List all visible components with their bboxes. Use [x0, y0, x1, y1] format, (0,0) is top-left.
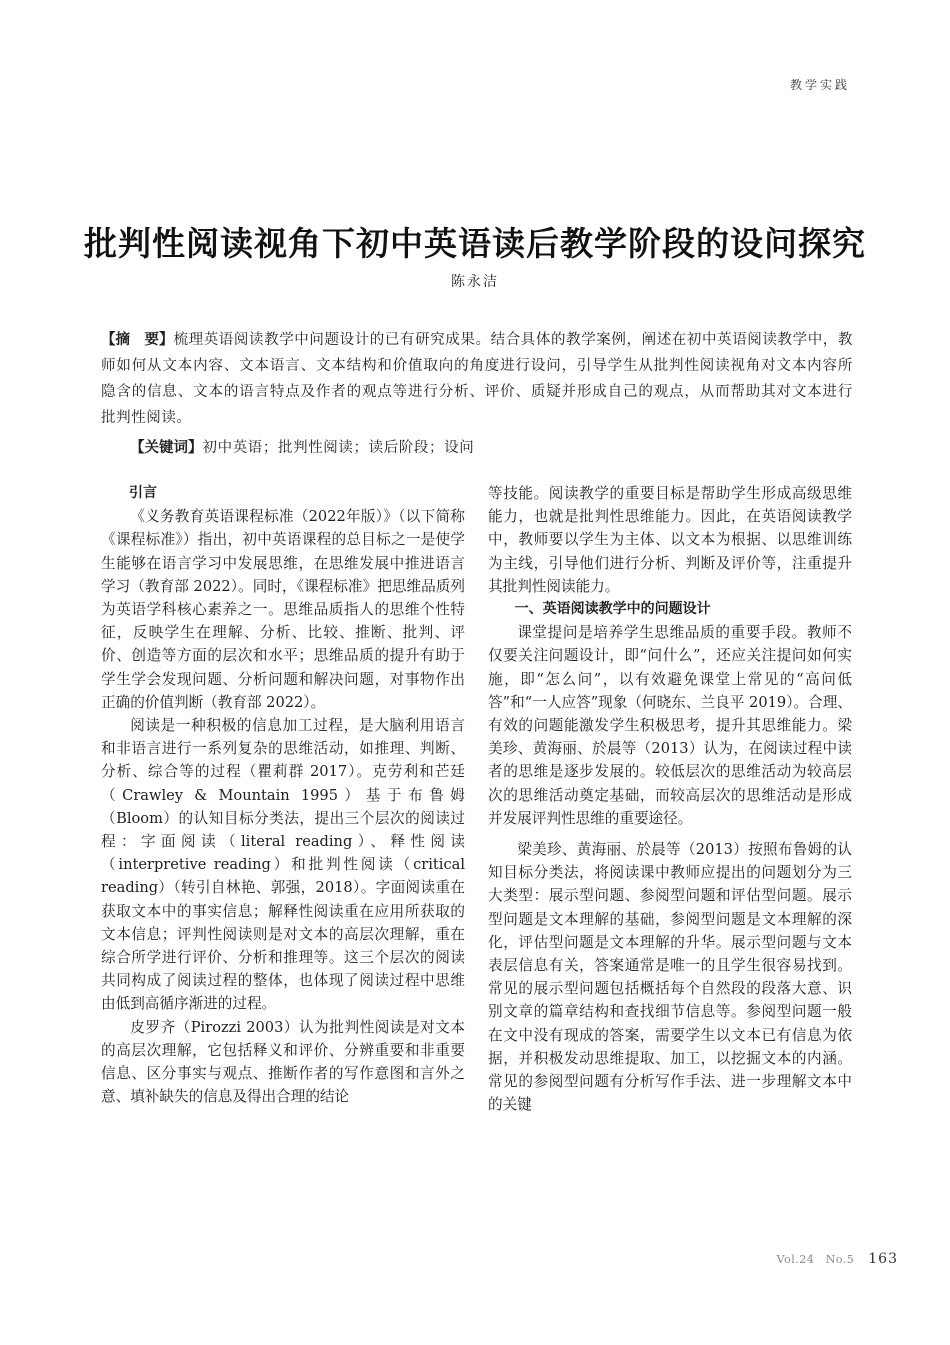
section-heading-intro: 引言	[129, 485, 157, 501]
paragraph: 《义务教育英语课程标准（2022年版）》（以下简称《课程标准》）指出，初中英语课程的总目标之一是使学生能够在语言学习中发展思维，在思维发展中推进语言学习（教育部 2022）。同时，《课程标准》把思维品质列为英语学科核心素养之一。思维品质指人的思维个性特征，反映学生在理解、分析、比较、推断、批判、评价、创造等方面的层次和水平；思维品质的提升有助于学生学会发现问题、分析问题和解决问题，对事物作出正确的价值判断（教育部 2022）。	[101, 508, 465, 711]
paragraph-continued: 等技能。阅读教学的重要目标是帮助学生形成高级思维能力，也就是批判性思维能力。因此，在英语阅读教学中，教师要以学生为主体、以文本为根据、以思维训练为主线，引导他们进行分析、判断及评价等，注重提升其批判性阅读能力。	[488, 485, 852, 595]
paragraph: 阅读是一种积极的信息加工过程，是大脑利用语言和非语言进行一系列复杂的思维活动，如推理、判断、分析、综合等的过程（瞿莉群 2017）。克劳利和芒廷（Crawley & Mountain 1995）基于布鲁姆（Bloom）的认知目标分类法，提出三个层次的阅读过程：字面阅读（literal reading）、释性阅读（interpretive reading）和批判性阅读（critical reading）（转引自林艳、郭强，2018）。字面阅读重在获取文本中的事实信息；解释性阅读重在应用所获取的文本信息；评判性阅读则是对文本的高层次理解，重在综合所学进行评价、分析和推理等。这三个层次的阅读共同构成了阅读过程的整体，也体现了阅读过程中思维由低到高循序渐进的过程。	[101, 717, 465, 1013]
abstract-text: 梳理英语阅读教学中问题设计的已有研究成果。结合具体的教学案例，阐述在初中英语阅读教学中，教师如何从文本内容、文本语言、文本结构和价值取向的角度进行设问，引导学生从批判性阅读视角对文本内容所隐含的信息、文本的语言特点及作者的观点等进行分析、评价、质疑并形成自己的观点，从而帮助其对文本进行批判性阅读。	[101, 332, 853, 426]
keywords	[130, 436, 850, 460]
paragraph: 皮罗齐（Pirozzi 2003）认为批判性阅读是对文本的高层次理解，它包括释义和评价、分辨重要和非重要信息、区分事实与观点、推断作者的写作意图和言外之意、填补缺失的信息及得出合理的结论	[101, 1018, 465, 1106]
section-label: 教学实践	[789, 78, 850, 92]
abstract-label: 【摘 要】	[101, 332, 174, 348]
page-number: 163	[868, 1251, 898, 1267]
paragraph: 梁美珍、黄海丽、於晨等（2013）按照布鲁姆的认知目标分类法，将阅读课中教师应提出的问题划分为三大类型：展示型问题、参阅型问题和评估型问题。展示型问题是文本理解的基础，参阅型问题是文本理解的深化，评估型问题是文本理解的升华。展示型问题与文本表层信息有关，答案通常是唯一的且学生很容易找到。常见的展示型问题包括概括每个自然段的段落大意、识别文章的篇章结构和查找细节信息等。参阅型问题一般在文中没有现成的答案，需要学生以文本已有信息为依据，并积极发动思维提取、加工，以挖掘文本的内涵。常见的参阅型问题有分析写作手法、进一步理解文本中的关键	[488, 841, 852, 1114]
left-column	[101, 482, 465, 1108]
page-footer	[777, 1251, 898, 1267]
article-title: 批判性阅读视角下初中英语读后教学阶段的设问探究	[84, 224, 866, 263]
paragraph: 课堂提问是培养学生思维品质的重要手段。教师不仅要关注问题设计，即“问什么”，还应关注提问如何实施，即“怎么问”，以有效避免课堂上常见的“高问低答”和“一人应答”现象（何晓东、兰良平 2019）。合理、有效的问题能激发学生积极思考，提升其思维能力。梁美珍、黄海丽、於晨等（2013）认为，在阅读过程中读者的思维是逐步发展的。较低层次的思维活动为较高层次的思维活动奠定基础，而较高层次的思维活动是形成并发展评判性思维的重要途径。	[488, 624, 852, 827]
abstract	[101, 327, 853, 431]
keywords-text: 初中英语；批判性阅读；读后阶段；设问	[202, 440, 475, 456]
section-heading-1: 一、英语阅读教学中的问题设计	[514, 601, 711, 618]
right-column	[488, 482, 852, 1116]
volume-label: Vol.24 No.5	[776, 1253, 855, 1266]
author-name: 陈永洁	[451, 274, 499, 290]
keywords-label: 【关键词】	[130, 440, 203, 456]
